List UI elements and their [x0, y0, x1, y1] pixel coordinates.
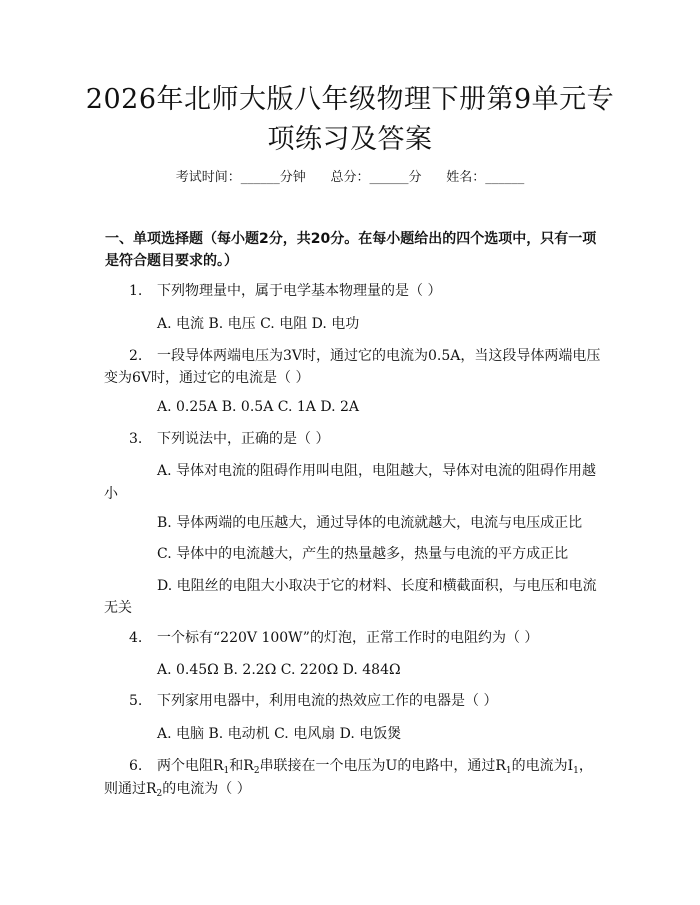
section-heading	[105, 228, 598, 272]
question-number: 4.	[129, 630, 143, 646]
question-3-option-d: D. 电阻丝的电阻大小取决于它的材料、长度和横截面积，与电压和电流	[157, 578, 597, 594]
title-line-1: 2026年北师大版八年级物理下册第9单元专	[85, 84, 615, 115]
section-heading-line-2: 是符合题目要求的。）	[105, 253, 238, 269]
question-1-options: A. 电流 B. 电压 C. 电阻 D. 电功	[157, 316, 360, 332]
subscript: 1	[223, 766, 230, 776]
question-4-options: A. 0.45Ω B. 2.2Ω C. 220Ω D. 484Ω	[157, 662, 401, 678]
question-text: 下列说法中，正确的是（ ）	[157, 431, 330, 447]
question-number: 2.	[129, 348, 143, 364]
question-number: 6.	[129, 758, 143, 774]
question-2-options: A. 0.25A B. 0.5A C. 1A D. 2A	[157, 399, 359, 415]
exam-info: 考试时间：______分钟 总分：______分 姓名：______	[175, 170, 525, 185]
question-2	[129, 345, 600, 367]
question-5-options: A. 电脑 B. 电动机 C. 电风扇 D. 电饭煲	[157, 726, 402, 742]
question-number: 1.	[129, 283, 143, 299]
text-part: 的电流为（ ）	[162, 781, 251, 797]
question-number: 3.	[129, 431, 143, 447]
text-part: 的电流为I	[511, 758, 574, 774]
question-1	[129, 280, 441, 302]
text-part: 串联接在一个电压为U的电路中，通过R	[259, 758, 506, 774]
question-text: 下列物理量中，属于电学基本物理量的是（ ）	[157, 283, 442, 299]
text-part: 则通过R	[104, 781, 157, 797]
question-2-text-continued: 变为6V时，通过它的电流是（ ）	[104, 370, 310, 386]
question-5	[129, 690, 497, 712]
question-text: 一段导体两端电压为3V时，通过它的电流为0.5A，当这段导体两端电压	[157, 348, 601, 364]
question-text: 一个标有“220V 100W”的灯泡，正常工作时的电阻约为（ ）	[157, 630, 539, 646]
page-title	[60, 80, 640, 160]
subscript: 1	[505, 766, 512, 776]
subscript: 2	[156, 789, 163, 799]
question-4	[129, 627, 538, 649]
text-part: 和R	[229, 758, 254, 774]
subscript: 2	[253, 766, 260, 776]
question-number: 5.	[129, 693, 143, 709]
question-3-option-a-continued: 小	[104, 486, 118, 502]
text-part: 两个电阻R	[157, 758, 224, 774]
question-3-option-a: A. 导体对电流的阻碍作用叫电阻，电阻越大，导体对电流的阻碍作用越	[157, 463, 597, 479]
question-6	[129, 755, 593, 777]
question-3-option-b: B. 导体两端的电压越大，通过导体的电流就越大，电流与电压成正比	[157, 515, 583, 531]
question-text: 下列家用电器中，利用电流的热效应工作的电器是（ ）	[157, 693, 498, 709]
section-heading-line-1: 一、单项选择题（每小题2分，共20分。在每小题给出的四个选项中，只有一项	[105, 231, 597, 247]
text-part: ，	[578, 758, 593, 774]
question-3-option-d-continued: 无关	[104, 600, 132, 616]
subscript: 1	[573, 766, 579, 776]
question-3	[129, 428, 329, 450]
question-text	[157, 758, 593, 774]
question-6-text-continued	[104, 778, 251, 800]
title-line-2: 项练习及答案	[267, 124, 433, 155]
question-3-option-c: C. 导体中的电流越大，产生的热量越多，热量与电流的平方成正比	[157, 546, 569, 562]
